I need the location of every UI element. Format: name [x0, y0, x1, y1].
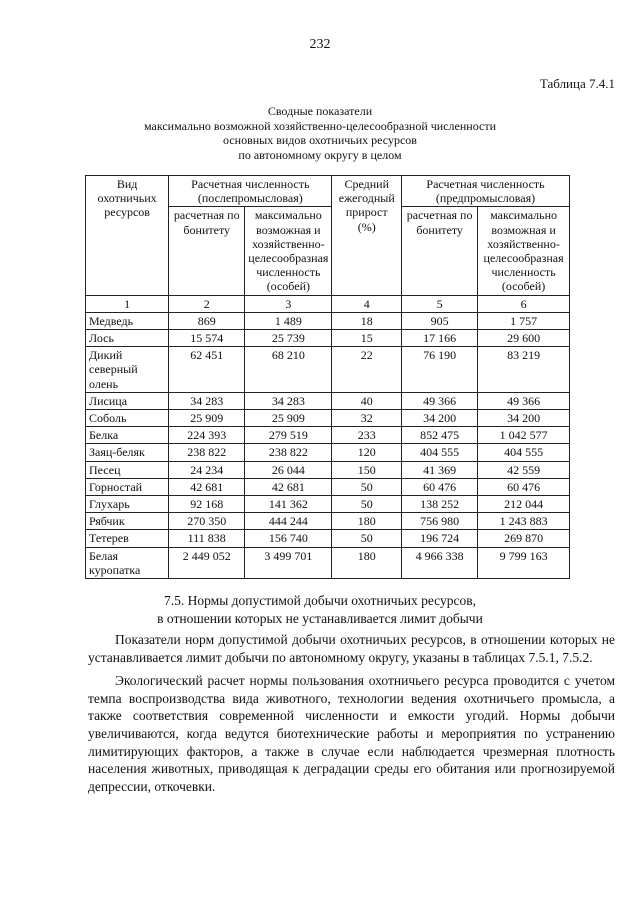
value-cell: 34 200: [478, 410, 570, 427]
table-row: [86, 496, 570, 513]
value-cell: 42 681: [169, 478, 245, 495]
value-cell: 156 740: [245, 530, 332, 547]
table-row: [86, 513, 570, 530]
table-row: [86, 347, 570, 393]
value-cell: 756 980: [402, 513, 478, 530]
value-cell: 180: [332, 547, 402, 578]
paragraph: Показатели норм допустимой добычи охотничьих ресурсов, в отношении которых не устанавливается лимит добычи по автономному округу, указаны в таблицах 7.5.1, 7.5.2.: [88, 632, 615, 665]
value-cell: 29 600: [478, 330, 570, 347]
value-cell: 224 393: [169, 427, 245, 444]
value-cell: 41 369: [402, 461, 478, 478]
section-title: [0, 592, 640, 628]
species-cell: Дикий северный олень: [86, 347, 169, 393]
value-cell: 34 283: [245, 392, 332, 409]
value-cell: 869: [169, 312, 245, 329]
species-cell: Глухарь: [86, 496, 169, 513]
value-cell: 196 724: [402, 530, 478, 547]
value-cell: 60 476: [478, 478, 570, 495]
column-number: 4: [332, 295, 402, 312]
value-cell: 42 559: [478, 461, 570, 478]
summary-table: [85, 175, 570, 579]
value-cell: 111 838: [169, 530, 245, 547]
value-cell: 279 519: [245, 427, 332, 444]
column-number: 5: [402, 295, 478, 312]
value-cell: 120: [332, 444, 402, 461]
value-cell: 233: [332, 427, 402, 444]
value-cell: 62 451: [169, 347, 245, 393]
species-cell: Песец: [86, 461, 169, 478]
value-cell: 42 681: [245, 478, 332, 495]
table-row: [86, 478, 570, 495]
section-title-line: в отношении которых не устанавливается лимит добычи: [157, 611, 483, 626]
species-cell: Медведь: [86, 312, 169, 329]
value-cell: 3 499 701: [245, 547, 332, 578]
table-row: [86, 444, 570, 461]
value-cell: 141 362: [245, 496, 332, 513]
table-body: [86, 312, 570, 578]
value-cell: 50: [332, 478, 402, 495]
value-cell: 17 166: [402, 330, 478, 347]
value-cell: 32: [332, 410, 402, 427]
value-cell: 50: [332, 496, 402, 513]
value-cell: 76 190: [402, 347, 478, 393]
value-cell: 4 966 338: [402, 547, 478, 578]
value-cell: 15: [332, 330, 402, 347]
value-cell: 34 200: [402, 410, 478, 427]
page-number: 232: [309, 37, 331, 52]
value-cell: 1 243 883: [478, 513, 570, 530]
header-postharvest-bonitet: расчетная по бонитету: [169, 207, 245, 295]
value-cell: 9 799 163: [478, 547, 570, 578]
table-label: Таблица 7.4.1: [539, 76, 615, 91]
header-postharvest-max: максимально возможная и хозяйственно-целесообразная численность (особей): [245, 207, 332, 295]
value-cell: 2 449 052: [169, 547, 245, 578]
table-row: [86, 330, 570, 347]
value-cell: 60 476: [402, 478, 478, 495]
value-cell: 404 555: [478, 444, 570, 461]
column-number: 3: [245, 295, 332, 312]
species-cell: Белка: [86, 427, 169, 444]
value-cell: 15 574: [169, 330, 245, 347]
body-text: [88, 631, 615, 801]
paragraph: Экологический расчет нормы пользования охотничьего ресурса проводится с учетом темпа воспроизводства вида животного, технологии ведения охотничьего промысла, а также соответствия современной численности и емкости угодий. Нормы добычи увеличиваются, когда ведутся биотехнические работы и мероприятия по устранению лимитирующих факторов, а также в случае если наблюдается чрезмерная плотность населения животных, приводящая к деградации среды его обитания или прогнозируемой депрессии, откочевки.: [88, 673, 615, 794]
caption-line: Сводные показатели: [267, 104, 373, 118]
column-number: 6: [478, 295, 570, 312]
value-cell: 1 042 577: [478, 427, 570, 444]
header-growth: Средний ежегодный прирост (%): [332, 176, 402, 296]
value-cell: 138 252: [402, 496, 478, 513]
column-number: 1: [86, 295, 169, 312]
caption-line: по автономному округу в целом: [238, 147, 402, 162]
value-cell: 40: [332, 392, 402, 409]
table-row: [86, 547, 570, 578]
caption-line: максимально возможной хозяйственно-целесообразной численности: [143, 118, 497, 133]
value-cell: 49 366: [402, 392, 478, 409]
value-cell: 270 350: [169, 513, 245, 530]
species-cell: Горностай: [86, 478, 169, 495]
value-cell: 1 489: [245, 312, 332, 329]
species-cell: Лисица: [86, 392, 169, 409]
section-title-line: 7.5. Нормы допустимой добычи охотничьих ресурсов,: [164, 593, 476, 608]
caption-line: основных видов охотничьих ресурсов: [223, 133, 417, 147]
header-postharvest: Расчетная численность (послепромысловая): [169, 176, 332, 207]
value-cell: 852 475: [402, 427, 478, 444]
value-cell: 18: [332, 312, 402, 329]
value-cell: 49 366: [478, 392, 570, 409]
value-cell: 905: [402, 312, 478, 329]
value-cell: 238 822: [169, 444, 245, 461]
value-cell: 25 909: [169, 410, 245, 427]
table-caption: [0, 104, 640, 162]
value-cell: 404 555: [402, 444, 478, 461]
species-cell: Рябчик: [86, 513, 169, 530]
species-cell: Тетерев: [86, 530, 169, 547]
value-cell: 68 210: [245, 347, 332, 393]
value-cell: 212 044: [478, 496, 570, 513]
value-cell: 1 757: [478, 312, 570, 329]
value-cell: 22: [332, 347, 402, 393]
species-cell: Заяц-беляк: [86, 444, 169, 461]
column-number: 2: [169, 295, 245, 312]
table-row: [86, 530, 570, 547]
table-row: [86, 427, 570, 444]
table-row: [86, 410, 570, 427]
species-cell: Соболь: [86, 410, 169, 427]
value-cell: 180: [332, 513, 402, 530]
value-cell: 238 822: [245, 444, 332, 461]
value-cell: 25 739: [245, 330, 332, 347]
species-cell: Лось: [86, 330, 169, 347]
value-cell: 50: [332, 530, 402, 547]
value-cell: 83 219: [478, 347, 570, 393]
value-cell: 34 283: [169, 392, 245, 409]
table-row: [86, 312, 570, 329]
species-cell: Белая куропатка: [86, 547, 169, 578]
value-cell: 26 044: [245, 461, 332, 478]
value-cell: 24 234: [169, 461, 245, 478]
header-preharvest-bonitet: расчетная по бонитету: [402, 207, 478, 295]
value-cell: 444 244: [245, 513, 332, 530]
value-cell: 25 909: [245, 410, 332, 427]
header-species: Вид охотничьих ресурсов: [86, 176, 169, 296]
value-cell: 92 168: [169, 496, 245, 513]
header-preharvest-max: максимально возможная и хозяйственно-целесообразная численность (особей): [478, 207, 570, 295]
table-row: [86, 392, 570, 409]
value-cell: 269 870: [478, 530, 570, 547]
value-cell: 150: [332, 461, 402, 478]
table-row: [86, 461, 570, 478]
header-preharvest: Расчетная численность (предпромысловая): [402, 176, 570, 207]
